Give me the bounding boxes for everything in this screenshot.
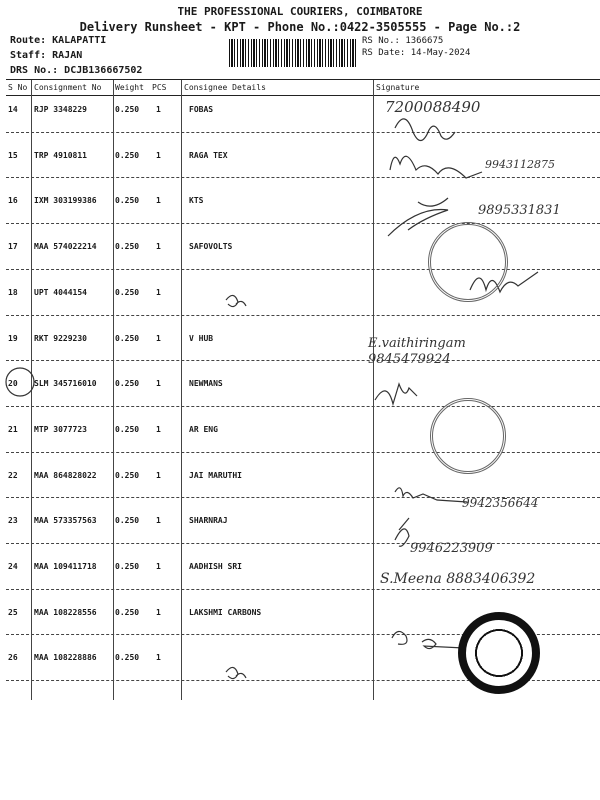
col-header-sno: S No [8,83,28,92]
cell-consignee: AR ENG [189,425,218,434]
signature-row-25 [392,631,464,648]
cell-consignee: SHARNRAJ [189,516,228,525]
company-stamp-row-21 [430,398,506,474]
cell-consignment: IXM 303199386 [34,196,97,205]
signature-row-20 [375,384,417,404]
cell-weight: 0.250 [115,288,140,297]
signature-row-16 [388,198,448,236]
col-header-weight: Weight [115,83,144,92]
cell-weight: 0.250 [115,334,140,343]
cell-pcs: 1 [156,105,161,114]
cell-consignee: LAKSHMI CARBONS [189,608,262,617]
circle-mark-20 [6,368,34,396]
handwriting-row-16: 9895331831 [478,203,561,218]
cell-sno: 22 [8,471,18,480]
cell-consignment: SLM 345716010 [34,379,97,388]
scribble-row-26 [226,667,246,678]
cell-weight: 0.250 [115,425,140,434]
cell-weight: 0.250 [115,608,140,617]
cell-weight: 0.250 [115,471,140,480]
cell-pcs: 1 [156,516,161,525]
cell-weight: 0.250 [115,151,140,160]
signature-row-14 [395,119,455,141]
scribble-row-18 [226,295,246,306]
cell-weight: 0.250 [115,562,140,571]
cell-consignment: MAA 574022214 [34,242,97,251]
handwriting-row-24: S.Meena 8883406392 [380,571,536,587]
cell-sno: 19 [8,334,18,343]
cell-sno: 23 [8,516,18,525]
cell-consignment: TRP 4910811 [34,151,87,160]
cell-sno: 15 [8,151,18,160]
cell-weight: 0.250 [115,196,140,205]
cell-sno: 17 [8,242,18,251]
cell-sno: 24 [8,562,18,571]
cell-weight: 0.250 [115,242,140,251]
cell-consignee: AADHISH SRI [189,562,242,571]
cell-consignee: FOBAS [189,105,214,114]
col-header-pcs: PCS [152,83,167,92]
signature-row-23 [395,518,409,546]
cell-consignee: JAI MARUTHI [189,471,242,480]
cell-consignment: UPT 4044154 [34,288,87,297]
cell-pcs: 1 [156,471,161,480]
cell-pcs: 1 [156,288,161,297]
handwriting-row-14: 7200088490 [385,98,481,116]
signature-row-15 [390,156,482,178]
company-title: THE PROFESSIONAL COURIERS, COIMBATORE [177,5,423,18]
cell-pcs: 1 [156,334,161,343]
company-stamp-row-17 [428,222,508,302]
cell-weight: 0.250 [115,516,140,525]
cell-consignee: RAGA TEX [189,151,228,160]
cell-consignment: MAA 573357563 [34,516,97,525]
cell-sno: 21 [8,425,18,434]
company-stamp-row-25 [458,612,540,694]
cell-pcs: 1 [156,653,161,662]
col-header-consignee: Consignee Details [184,83,266,92]
cell-pcs: 1 [156,562,161,571]
cell-consignee: KTS [189,196,204,205]
cell-consignment: MTP 3077723 [34,425,87,434]
cell-pcs: 1 [156,242,161,251]
cell-pcs: 1 [156,151,161,160]
handwriting-row-23: 9946223909 [410,541,493,556]
cell-consignment: MAA 108228556 [34,608,97,617]
cell-consignment: MAA 108228886 [34,653,97,662]
cell-weight: 0.250 [115,653,140,662]
cell-sno: 16 [8,196,18,205]
cell-pcs: 1 [156,425,161,434]
cell-sno: 20 [8,379,18,388]
cell-sno: 26 [8,653,18,662]
cell-weight: 0.250 [115,105,140,114]
drs-number: DRS No.: DCJB136667502 [10,65,143,76]
cell-consignment: RKT 9229230 [34,334,87,343]
handwriting-row-22: 9942356644 [462,496,539,510]
cell-consignee: SAFOVOLTS [189,242,233,251]
cell-sno: 14 [8,105,18,114]
cell-consignee: V HUB [189,334,214,343]
col-header-consignment: Consignment No [34,83,102,92]
cell-pcs: 1 [156,608,161,617]
staff-label: Staff: RAJAN [10,50,83,61]
cell-consignee: NEWMANS [189,379,223,388]
handwriting-row-19: E.vaithiringam 9845479924 [368,336,466,367]
cell-pcs: 1 [156,196,161,205]
cell-pcs: 1 [156,379,161,388]
runsheet-subtitle: Delivery Runsheet - KPT - Phone No.:0422-3505555 - Page No.:2 [79,20,521,34]
col-header-signature: Signature [376,83,420,92]
route-label: Route: KALAPATTI [10,35,107,46]
rs-date: RS Date: 14-May-2024 [362,48,471,58]
rs-number: RS No.: 1366675 [362,36,444,46]
cell-consignment: MAA 109411718 [34,562,97,571]
cell-weight: 0.250 [115,379,140,388]
cell-consignment: RJP 3348229 [34,105,87,114]
handwriting-row-15: 9943112875 [485,158,555,171]
cell-consignment: MAA 864828022 [34,471,97,480]
signature-row-22 [395,488,467,502]
cell-sno: 25 [8,608,18,617]
cell-sno: 18 [8,288,18,297]
